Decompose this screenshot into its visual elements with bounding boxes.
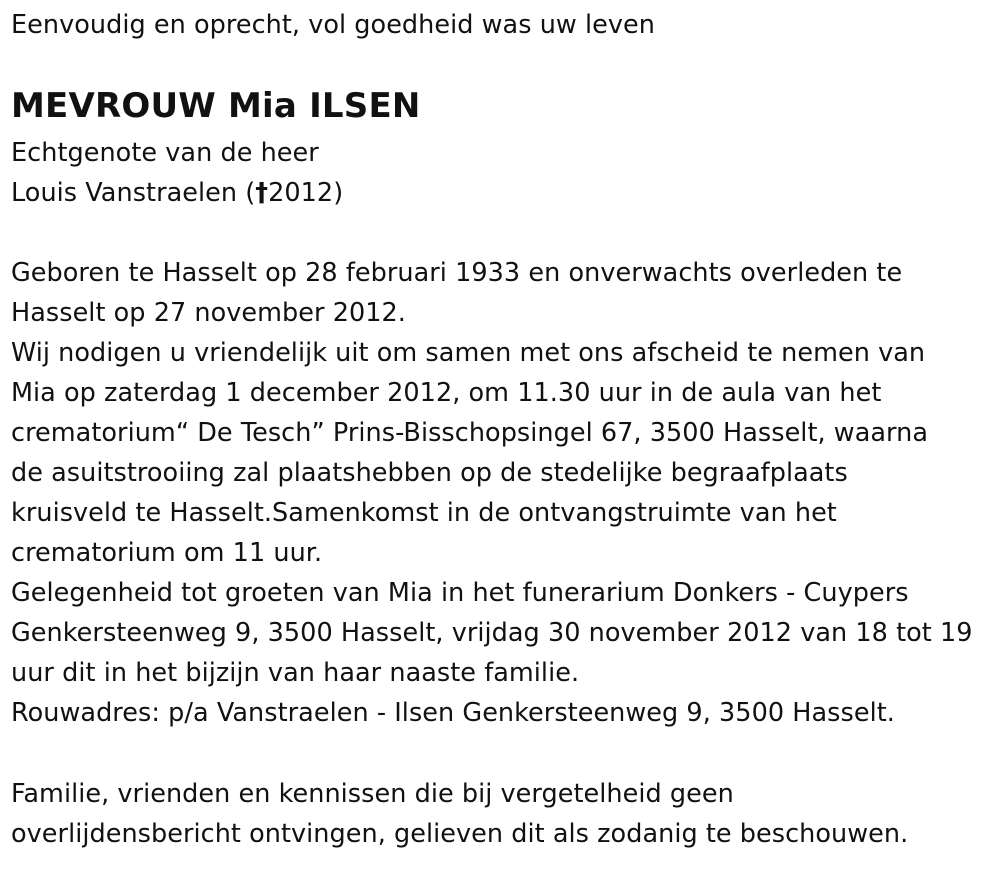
intro-text: Eenvoudig en oprecht, vol goedheid was uw leven [11, 10, 655, 40]
deceased-name: MEVROUW Mia ILSEN [11, 86, 421, 126]
spouse-block [11, 133, 343, 213]
details-line: uur dit in het bijzijn van haar naaste familie. [11, 658, 580, 688]
details-line: Wij nodigen u vriendelijk uit om samen met ons afscheid te nemen van [11, 338, 926, 368]
spouse-death-year-text: 2012) [268, 178, 344, 208]
details-line: Hasselt op 27 november 2012. [11, 298, 406, 328]
spouse-name-text: Louis Vanstraelen ( [11, 178, 256, 208]
spouse-line-1: Echtgenote van de heer [11, 138, 319, 168]
details-line: de asuitstrooiing zal plaatshebben op de stedelijke begraafplaats [11, 458, 848, 488]
details-line: Geboren te Hasselt op 28 februari 1933 en onverwachts overleden te [11, 258, 903, 288]
closing-note [11, 774, 908, 854]
details-line: Genkersteenweg 9, 3500 Hasselt, vrijdag 30 november 2012 van 18 tot 19 [11, 618, 973, 648]
details-line: kruisveld te Hasselt.Samenkomst in de ontvangstruimte van het [11, 498, 837, 528]
closing-line: overlijdensbericht ontvingen, gelieven dit als zodanig te beschouwen. [11, 819, 909, 849]
details-line: Mia op zaterdag 1 december 2012, om 11.30 uur in de aula van het [11, 378, 882, 408]
details-line: Gelegenheid tot groeten van Mia in het funerarium Donkers - Cuypers [11, 578, 909, 608]
spouse-line-2 [11, 173, 343, 213]
closing-line: Familie, vrienden en kennissen die bij vergetelheid geen [11, 779, 734, 809]
details-line: crematorium“ De Tesch” Prins-Bisschopsingel 67, 3500 Hasselt, waarna [11, 418, 929, 448]
details-block [11, 253, 973, 733]
details-line: crematorium om 11 uur. [11, 538, 323, 568]
details-line: Rouwadres: p/a Vanstraelen - Ilsen Genkersteenweg 9, 3500 Hasselt. [11, 698, 895, 728]
cross-icon: † [255, 178, 269, 208]
